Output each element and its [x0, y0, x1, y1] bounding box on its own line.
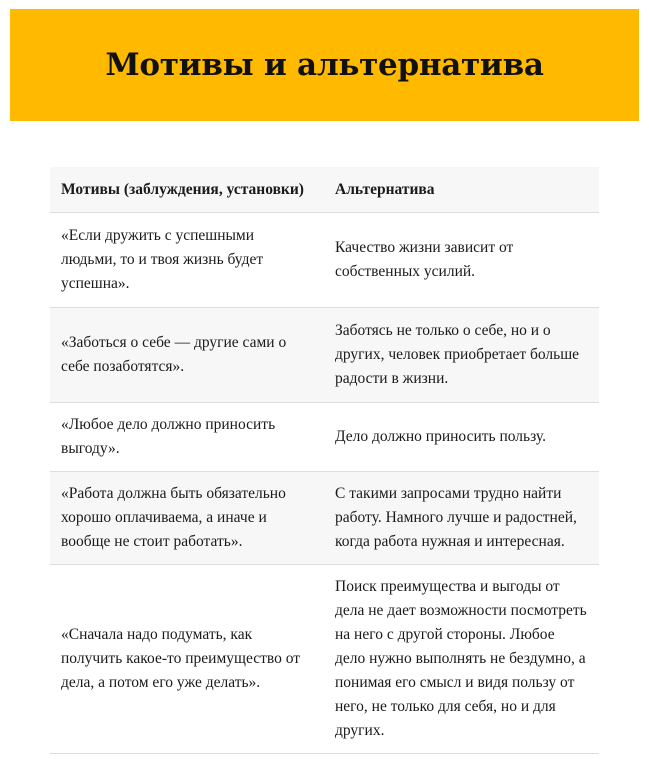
alternative-cell: Поиск преимущества и выгоды от дела не дает возможности посмотреть на него с другой стороны. Любое дело нужно выполнять не бездумно, а понимая его смысл и видя пользу от него, не только для себя, но и для других.	[324, 565, 599, 754]
comparison-table	[50, 167, 599, 754]
table-row	[50, 213, 599, 308]
table-row	[50, 472, 599, 565]
motive-cell: «Заботься о себе — другие сами о себе позаботятся».	[50, 308, 324, 403]
comparison-table-container	[50, 167, 599, 754]
motive-cell: «Если дружить с успешными людьми, то и твоя жизнь будет успешна».	[50, 213, 324, 308]
motive-cell: «Любое дело должно приносить выгоду».	[50, 403, 324, 472]
alternative-cell: Дело должно приносить пользу.	[324, 403, 599, 472]
alternative-cell: С такими запросами трудно найти работу. Намного лучше и радостней, когда работа нужная и интересная.	[324, 472, 599, 565]
table-row	[50, 308, 599, 403]
table-row	[50, 565, 599, 754]
column-header-alternative: Альтернатива	[324, 167, 599, 213]
motive-cell: «Работа должна быть обязательно хорошо оплачиваема, а иначе и вообще не стоит работать».	[50, 472, 324, 565]
title-banner	[10, 9, 639, 121]
column-header-motives: Мотивы (заблуждения, установки)	[50, 167, 324, 213]
page-title: Мотивы и альтернатива	[105, 47, 544, 83]
alternative-cell: Заботясь не только о себе, но и о других, человек приобретает больше радости в жизни.	[324, 308, 599, 403]
table-header-row	[50, 167, 599, 213]
motive-cell: «Сначала надо подумать, как получить какое-то преимущество от дела, а потом его уже делать».	[50, 565, 324, 754]
alternative-cell: Качество жизни зависит от собственных усилий.	[324, 213, 599, 308]
table-row	[50, 403, 599, 472]
